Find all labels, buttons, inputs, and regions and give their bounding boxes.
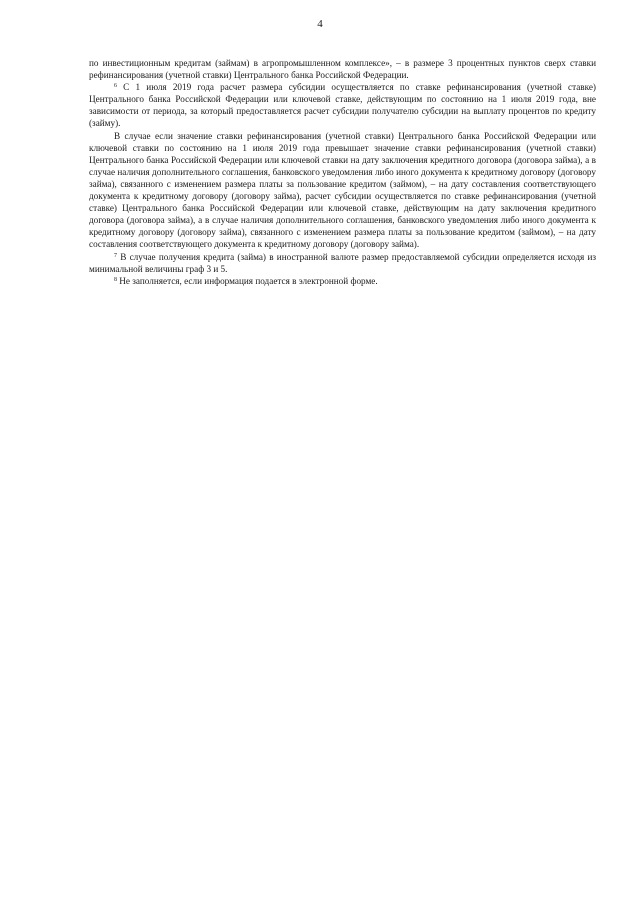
footnote-8 — [89, 275, 596, 287]
footnote-text: Не заполняется, если информация подается в электронной форме. — [117, 275, 378, 286]
paragraph-text: по инвестиционным кредитам (займам) в агропромышленном комплексе», – в размере 3 процентных пунктов сверх ставки рефинансирования (учетной ставки) Центрального банка Российской Федерации. — [89, 58, 596, 81]
paragraph-continuation — [89, 57, 596, 81]
page-number: 4 — [317, 18, 323, 30]
footnote-marker: 8 — [114, 276, 117, 283]
footnote-text: В случае получения кредита (займа) в иностранной валюте размер предоставляемой субсидии определяется исходя из минимальной величины граф 3 и 5. — [89, 251, 596, 274]
footnote-7 — [89, 251, 596, 275]
footnote-marker: 7 — [114, 252, 117, 259]
paragraph-rate-comparison — [89, 130, 596, 251]
paragraph-text: В случае если значение ставки рефинансирования (учетной ставки) Центрального банка Российской Федерации или ключевой ставки по состоянию на 1 июля 2019 года превышает значение ставки рефинансирования (учетной ставки) Центрального банка Российской Федерации или ключевой ставки на дату заключения кредитного договора (договора займа), а в случае наличия дополнительного соглашения, банковского уведомления либо иного документа к кредитному договору (договору займа), связанного с изменением размера платы за пользование кредитом (займом), – на дату составления соответствующего документа к кредитному договору (договору займа), расчет субсидии осуществляется по ставке рефинансирования (учетной ставке) Центрального банка Российской Федерации или ключевой ставке, действующим на дату заключения кредитного договора (договора займа), а в случае наличия дополнительного соглашения, банковского уведомления либо иного документа к кредитному договору (договору займа), связанного с изменением размера платы за пользование кредитом (займом), – на дату составления соответствующего документа к кредитному договору (договору займа). — [89, 130, 596, 250]
document-body — [89, 57, 596, 287]
footnote-marker: 6 — [114, 83, 117, 90]
footnote-6 — [89, 81, 596, 129]
footnote-text: С 1 июля 2019 года расчет размера субсидии осуществляется по ставке рефинансирования (учетной ставке) Центрального банка Российской Федерации или ключевой ставке, действующим по состоянию на 1 июля 2019 года, вне зависимости от периода, за который предоставляется расчет субсидии получателю субсидии на выплату процентов по кредиту (займу). — [89, 82, 596, 129]
